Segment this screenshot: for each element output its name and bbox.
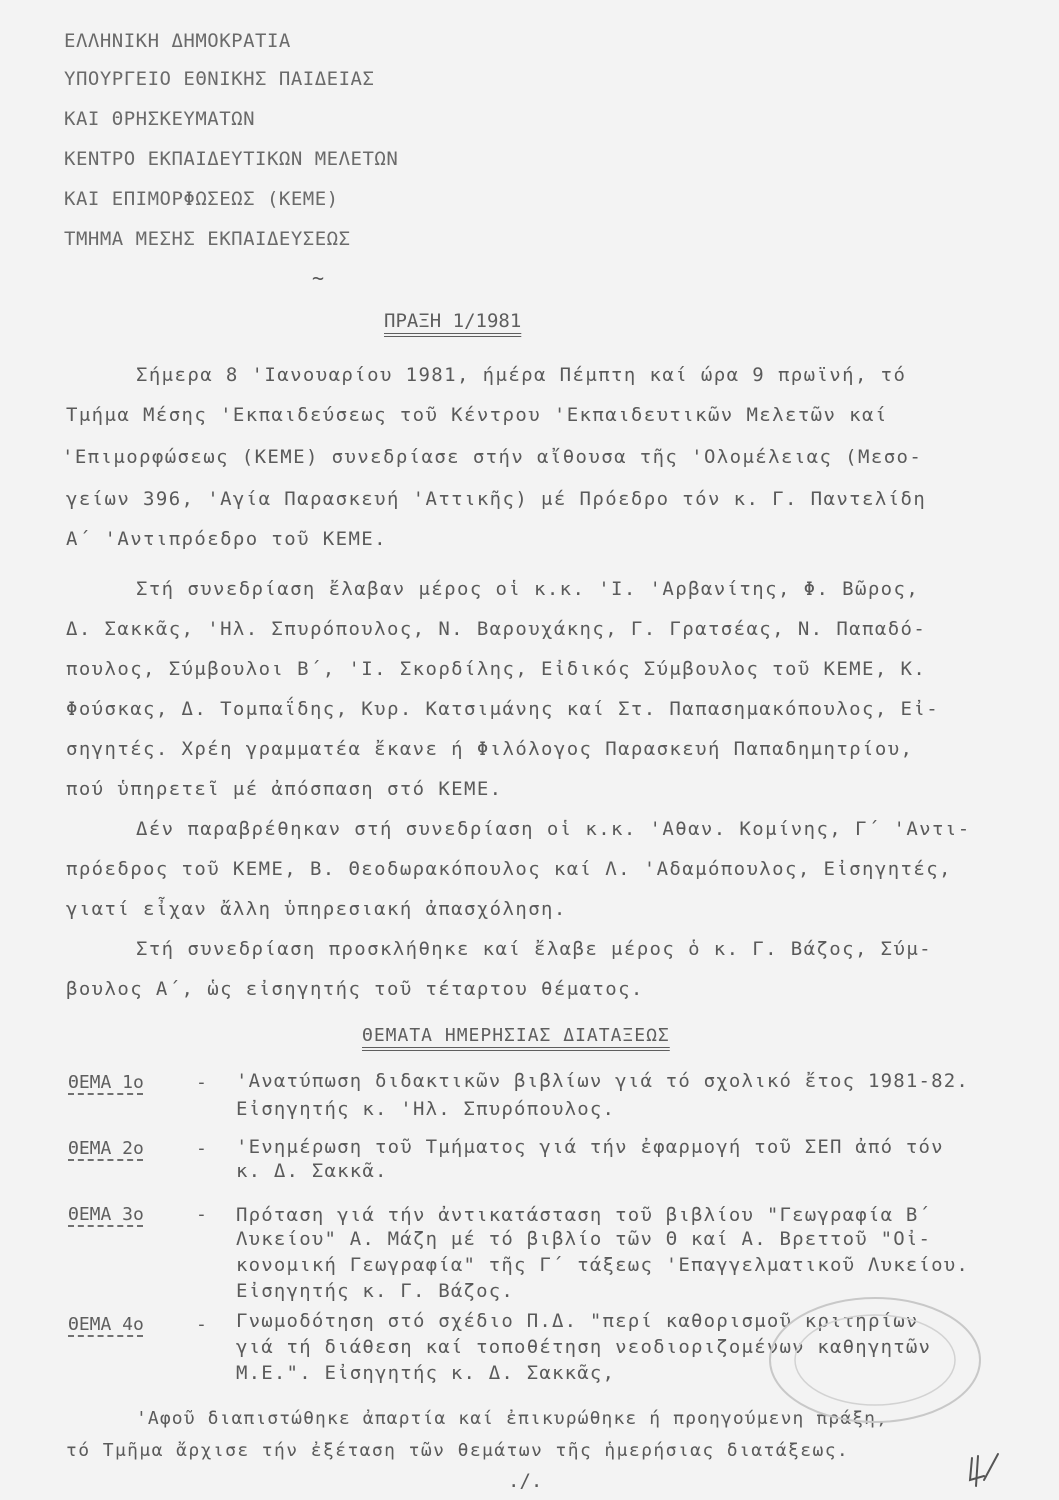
closing-line: 'Αφοῦ διαπιστώθηκε ἀπαρτία καί ἐπικυρώθηκε ή προηγούμενη πράξη, [136,1408,889,1429]
agenda-title: ΘΕΜΑΤΑ ΗΜΕΡΗΣΙΑΣ ΔΙΑΤΑΞΕΩΣ [362,1025,670,1046]
topic-3-line: Λυκείου" Α. Μάζη μέ τό βιβλίο τῶν Θ καί Α. Βρεττοῦ "Οἰ- [236,1228,932,1250]
topic-label-3: ΘΕΜΑ 3ο [68,1204,144,1225]
body-line: Στή συνεδρίαση προσκλήθηκε καί ἔλαβε μέρος ὁ κ. Γ. Βάζος, Σύμ- [136,938,933,960]
body-line: βουλος Α΄, ὡς εἰσηγητής τοῦ τέταρτου θέματος. [66,978,644,1000]
body-line: 'Επιμορφώσεως (ΚΕΜΕ) συνεδρίασε στήν αἴθουσα τῆς 'Ολομέλειας (Μεσο- [62,446,923,468]
topic-3-line: Πρόταση γιά τήν ἀντικατάσταση τοῦ βιβλίου "Γεωγραφία Β΄ [236,1204,932,1226]
body-line: πρόεδρος τοῦ ΚΕΜΕ, Β. Θεοδωρακόπουλος καί Λ. 'Αδαμόπουλος, Εἰσηγητές, [66,858,952,880]
topic-dash: - [196,1072,207,1093]
official-stamp-icon [760,1290,990,1430]
topic-4-line: Μ.Ε.". Εἰσηγητής κ. Δ. Σακκᾶς, [236,1362,616,1384]
signature-initials-icon [964,1450,1004,1490]
body-line: Φούσκας, Δ. Τομπαΐδης, Κυρ. Κατσιμάνης καί Στ. Παπασημακόπουλος, Εἰ- [66,698,940,720]
topic-dash: - [196,1314,207,1335]
topic-label-4: ΘΕΜΑ 4ο [68,1314,144,1335]
header-line-6: ΤΜΗΜΑ ΜΕΣΗΣ ΕΚΠΑΙΔΕΥΣΕΩΣ [64,228,351,250]
topic-dash: - [196,1204,207,1225]
closing-line: τό Τμῆμα ἄρχισε τήν ἐξέταση τῶν θεμάτων τῆς ἡμερήσιας διατάξεως. [66,1440,850,1461]
topic-4-line: Γνωμοδότηση στό σχέδιο Π.Δ. "περί καθορισμοῦ κριτηρίων [236,1310,919,1332]
page-continuation-mark: ./. [508,1470,543,1492]
topic-3-line: κονομική Γεωγραφία" τῆς Γ΄ τάξεως 'Επαγγελματικοῦ Λυκείου. [236,1254,970,1276]
body-line: Στή συνεδρίαση ἔλαβαν μέρος οἱ κ.κ. 'Ι. 'Αρβανίτης, Φ. Βῶρος, [136,578,920,600]
body-line: Σήμερα 8 'Ιανουαρίου 1981, ήμέρα Πέμπτη καί ώρα 9 πρωϊνή, τό [136,364,907,386]
topic-dash: - [196,1138,207,1159]
body-line: πού ὑπηρετεῖ μέ ἀπόσπαση στό ΚΕΜΕ. [66,778,503,800]
body-line: γιατί εἶχαν ἄλλη ὑπηρεσιακή ἀπασχόληση. [66,898,567,920]
body-line: Δ. Σακκᾶς, 'Ηλ. Σπυρόπουλος, Ν. Βαρουχάκης, Γ. Γρατσέας, Ν. Παπαδό- [66,618,927,640]
body-line: πουλος, Σύμβουλοι Β΄, 'Ι. Σκορδίλης, Εἰδικός Σύμβουλος τοῦ ΚΕΜΕ, Κ. [66,658,927,680]
topic-1-line: Εἰσηγητής κ. 'Ηλ. Σπυρόπουλος. [236,1098,616,1120]
body-line: Α΄ 'Αντιπρόεδρο τοῦ ΚΕΜΕ. [66,528,387,550]
body-line: Δέν παραβρέθηκαν στή συνεδρίαση οἱ κ.κ. 'Αθαν. Κομίνης, Γ΄ 'Αντι- [136,818,971,840]
topic-3-line: Εἰσηγητής κ. Γ. Βάζος. [236,1280,515,1302]
header-line-5: ΚΑΙ ΕΠΙΜΟΡΦΩΣΕΩΣ (ΚΕΜΕ) [64,188,339,210]
header-line-3: ΚΑΙ ΘΡΗΣΚΕΥΜΑΤΩΝ [64,108,256,130]
topic-1-line: 'Ανατύπωση διδακτικῶν βιβλίων γιά τό σχολικό ἔτος 1981-82. [236,1070,970,1092]
topic-4-line: γιά τή διάθεση καί τοποθέτηση νεοδιοριζομένων καθηγητῶν [236,1336,932,1358]
document-title: ΠΡΑΞΗ 1/1981 [384,310,522,332]
topic-label-2: ΘΕΜΑ 2ο [68,1138,144,1159]
topic-2-line: 'Ενημέρωση τοῦ Τμήματος γιά τήν ἐφαρμογή τοῦ ΣΕΠ ἀπό τόν [236,1136,944,1158]
header-tilde: ~ [312,266,325,290]
body-line: γείων 396, 'Αγία Παρασκευή 'Αττικῆς) μέ Πρόεδρο τόν κ. Γ. Παντελίδη [66,488,927,510]
body-line: σηγητές. Χρέη γραμματέα ἔκανε ή Φιλόλογος Παρασκευή Παπαδημητρίου, [66,738,914,760]
header-line-1: ΕΛΛΗΝΙΚΗ ΔΗΜΟΚΡΑΤΙΑ [64,30,291,52]
topic-2-line: κ. Δ. Σακκᾶ. [236,1160,388,1182]
topic-label-1: ΘΕΜΑ 1ο [68,1072,144,1093]
header-line-2: ΥΠΟΥΡΓΕΙΟ ΕΘΝΙΚΗΣ ΠΑΙΔΕΙΑΣ [64,68,375,90]
body-line: Τμήμα Μέσης 'Εκπαιδεύσεως τοῦ Κέντρου 'Εκπαιδευτικῶν Μελετῶν καί [66,404,888,426]
header-line-4: ΚΕΝΤΡΟ ΕΚΠΑΙΔΕΥΤΙΚΩΝ ΜΕΛΕΤΩΝ [64,148,399,170]
